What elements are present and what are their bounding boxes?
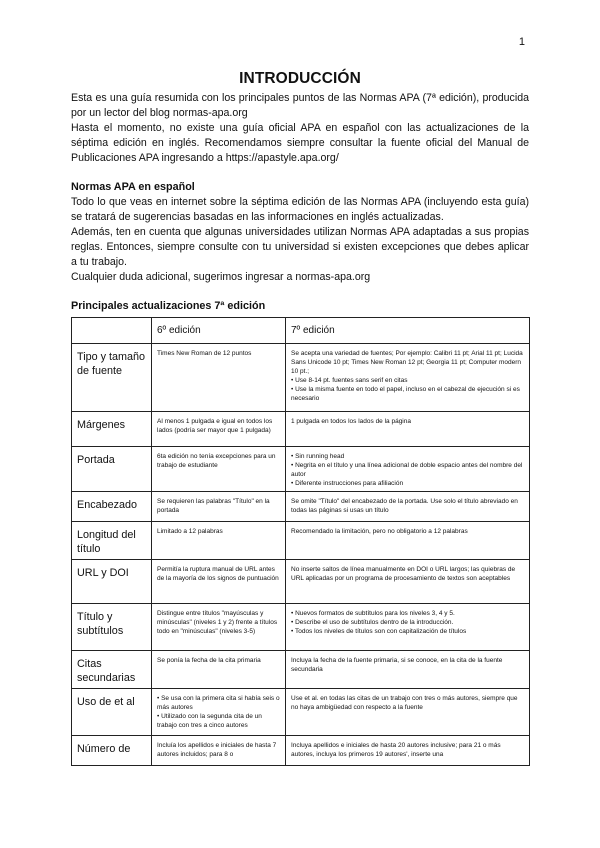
sixth-edition-cell xyxy=(152,344,286,412)
sixth-edition-cell xyxy=(152,736,286,766)
cell-line: • Describe el uso de subtítulos dentro de la introducción. xyxy=(291,619,454,626)
section-paragraph: Cualquier duda adicional, sugerimos ingresar a normas-apa.org xyxy=(71,271,371,283)
sixth-edition-cell xyxy=(152,689,286,736)
seventh-edition-cell xyxy=(286,651,530,689)
seventh-edition-cell xyxy=(286,560,530,604)
sixth-edition-cell xyxy=(152,522,286,560)
aspect-cell: Citas secundarias xyxy=(72,651,152,689)
seventh-edition-cell xyxy=(286,736,530,766)
table-row xyxy=(72,344,530,412)
cell-line: • Sin running head xyxy=(291,453,345,460)
aspect-cell: URL y DOI xyxy=(72,560,152,604)
table-row xyxy=(72,736,530,766)
table-row xyxy=(72,560,530,604)
table-row xyxy=(72,522,530,560)
cell-line: Incluya apellidos e iniciales de hasta 20 autores inclusive; para 21 o más autores, incluya los primeros 19 autores', inserte una xyxy=(291,742,501,758)
aspect-cell: Título y subtítulos xyxy=(72,604,152,651)
cell-line: 6ta edición no tenía excepciones para un trabajo de estudiante xyxy=(157,453,276,469)
table-header-row xyxy=(72,318,530,344)
cell-line: Recomendado la limitación, pero no obligatorio a 12 palabras xyxy=(291,528,468,535)
aspect-cell: Número de xyxy=(72,736,152,766)
cell-line: Se requieren las palabras "Título" en la portada xyxy=(157,498,270,514)
aspect-cell: Tipo y tamaño de fuente xyxy=(72,344,152,412)
cell-line: Incluya la fecha de la fuente primaria, si se conoce, en la cita de la fuente secundaria xyxy=(291,657,503,673)
seventh-edition-cell xyxy=(286,412,530,447)
cell-line: Al menos 1 pulgada e igual en todos los lados (podría ser mayor que 1 pulgada) xyxy=(157,418,273,434)
page-content xyxy=(71,70,529,766)
cell-line: Se acepta una variedad de fuentes; Por ejemplo: Calibri 11 pt; Arial 11 pt; Lucida Sans Unicode 10 pt; Times New Roman 12 pt; Georgia 11 pt; Computer modern 10 pt.; xyxy=(291,350,523,375)
aspect-cell: Longitud del título xyxy=(72,522,152,560)
apa-updates-table xyxy=(71,317,530,766)
cell-line: • Diferente instrucciones para afiliación xyxy=(291,480,404,487)
seventh-edition-cell xyxy=(286,492,530,522)
cell-line: • Negrita en el título y una línea adicional de doble espacio antes del nombre del autor xyxy=(291,462,523,478)
section-paragraph: Además, ten en cuenta que algunas universidades utilizan Normas APA adaptadas a sus propias reglas. Entonces, siempre consulte con tu universidad si existen excepciones que debes aplicar a tu trabajo. xyxy=(71,226,529,268)
cell-line: Se omite "Título" del encabezado de la portada. Use solo el título abreviado en todas las páginas si usas un título xyxy=(291,498,518,514)
aspect-cell: Uso de et al xyxy=(72,689,152,736)
cell-line: Times New Roman de 12 puntos xyxy=(157,350,252,357)
cell-line: • Se usa con la primera cita si había seis o más autores xyxy=(157,695,280,711)
section-heading: Normas APA en español xyxy=(71,181,195,193)
sixth-edition-cell xyxy=(152,492,286,522)
cell-line: Limitado a 12 palabras xyxy=(157,528,223,535)
cell-line: • Utilizado con la segunda cita de un trabajo con tres a cinco autores xyxy=(157,713,262,729)
table-row xyxy=(72,604,530,651)
table-row xyxy=(72,651,530,689)
cell-line: No inserte saltos de línea manualmente en DOI o URL largos; las quiebras de URL aplicadas por un programa de procesamiento de textos son aceptables xyxy=(291,566,516,582)
aspect-cell: Encabezado xyxy=(72,492,152,522)
header-cell xyxy=(72,318,152,344)
cell-line: Distingue entre títulos "mayúsculas y minúsculas" (niveles 1 y 2) frente a títulos todo en "minúsculas" (niveles 3-5) xyxy=(157,610,278,635)
cell-line: • Use 8-14 pt. fuentes sans serif en citas xyxy=(291,377,408,384)
cell-line: Use et al. en todas las citas de un trabajo con tres o más autores, siempre que no haya ambigüedad con respecto a la fuente xyxy=(291,695,518,711)
page-number: 1 xyxy=(518,36,525,48)
sixth-edition-cell xyxy=(152,651,286,689)
cell-line: Permitía la ruptura manual de URL antes de la mayoría de los signos de puntuación xyxy=(157,566,279,582)
sixth-edition-cell xyxy=(152,447,286,492)
table-row xyxy=(72,447,530,492)
cell-line: • Todos los niveles de títulos son con capitalización de títulos xyxy=(291,628,467,635)
sixth-edition-cell xyxy=(152,560,286,604)
seventh-edition-cell xyxy=(286,447,530,492)
seventh-edition-cell xyxy=(286,689,530,736)
seventh-edition-cell xyxy=(286,522,530,560)
header-cell: 7º edición xyxy=(286,318,530,344)
cell-line: Se ponía la fecha de la cita primaria xyxy=(157,657,261,664)
seventh-edition-cell xyxy=(286,344,530,412)
seventh-edition-cell xyxy=(286,604,530,651)
page-title: INTRODUCCIÓN xyxy=(239,70,361,87)
cell-line: • Nuevos formatos de subtítulos para los niveles 3, 4 y 5. xyxy=(291,610,455,617)
header-cell: 6º edición xyxy=(152,318,286,344)
table-row xyxy=(72,412,530,447)
cell-line: • Use la misma fuente en todo el papel, incluso en el cabezal de ejecución si es necesario xyxy=(291,386,520,402)
table-title: Principales actualizaciones 7ª edición xyxy=(71,300,266,312)
section-paragraph: Todo lo que veas en internet sobre la séptima edición de las Normas APA (incluyendo esta guía) se tratará de sugerencias basadas en las informaciones en inglés actualizadas. xyxy=(71,196,529,223)
sixth-edition-cell xyxy=(152,412,286,447)
cell-line: 1 pulgada en todos los lados de la página xyxy=(291,418,411,425)
aspect-cell: Portada xyxy=(72,447,152,492)
aspect-cell: Márgenes xyxy=(72,412,152,447)
sixth-edition-cell xyxy=(152,604,286,651)
cell-line: Incluía los apellidos e iniciales de hasta 7 autores incluidos; para 8 o xyxy=(157,742,277,758)
intro-paragraph: Hasta el momento, no existe una guía oficial APA en español con las actualizaciones de la séptima edición en inglés. Recomendamos siempre consultar la fuente oficial del Manual de Publicaciones APA ingresando a https://apastyle.apa.org/ xyxy=(71,122,529,164)
table-row xyxy=(72,689,530,736)
intro-paragraph: Esta es una guía resumida con los principales puntos de las Normas APA (7ª edición), producida por un lector del blog normas-apa.org xyxy=(71,92,529,119)
table-row xyxy=(72,492,530,522)
